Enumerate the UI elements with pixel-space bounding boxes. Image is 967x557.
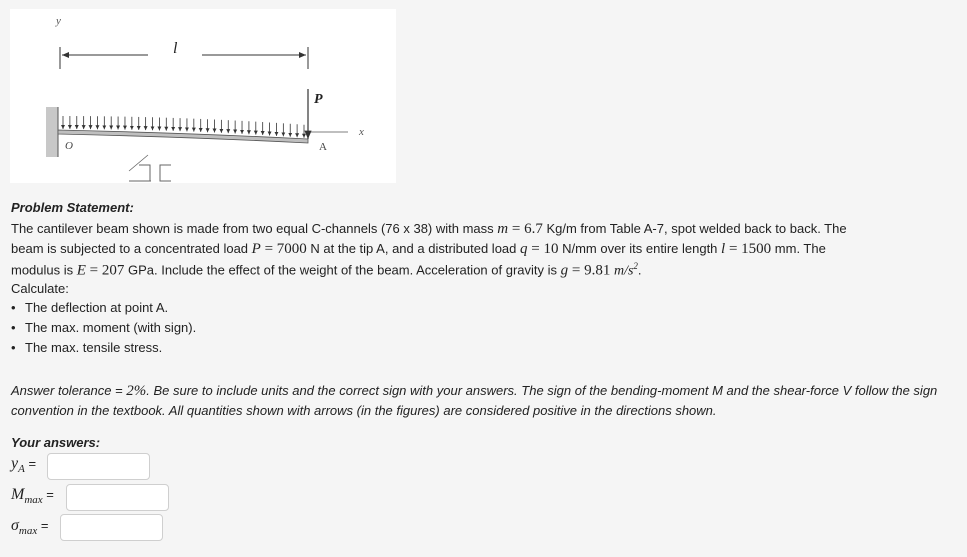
answer-input-mmax[interactable]	[66, 484, 169, 511]
answer-label-sigmamax: $\sigma_{max}$ =	[11, 517, 49, 538]
load-p-label: P	[314, 92, 323, 107]
list-item: • The max. tensile stress.	[11, 340, 163, 355]
channel-section-icon	[129, 165, 171, 181]
problem-heading: Problem Statement:	[11, 200, 134, 215]
y-axis-label: y	[56, 15, 61, 27]
list-item: • The max. moment (with sign).	[11, 320, 197, 335]
problem-line-3: modulus is E = 207 GPa. Include the effect of the weight of the beam. Acceleration of gravity is g = 9.81 $m/s^2$.	[11, 261, 642, 279]
length-label: l	[173, 40, 178, 57]
section-leader	[129, 155, 148, 171]
beam-figure	[10, 9, 396, 183]
answer-input-ya[interactable]	[47, 453, 150, 480]
wall-support	[46, 107, 58, 157]
answer-label-mmax: $M_{max}$ =	[11, 486, 54, 507]
calculate-list	[11, 300, 196, 360]
beam-diagram	[10, 9, 396, 183]
problem-line-2: beam is subjected to a concentrated load P = 7000 N at the tip A, and a distributed load q = 10 N/mm over its entire length l = 1500 mm. The	[11, 241, 826, 257]
answers-heading: Your answers:	[11, 435, 101, 450]
calculate-label: Calculate:	[11, 281, 69, 296]
answer-input-sigmamax[interactable]	[60, 514, 163, 541]
tip-label: A	[319, 141, 327, 153]
problem-line-1: The cantilever beam shown is made from two equal C-channels (76 x 38) with mass m = 6.7 Kg/m from Table A-7, spot welded back to back. The	[11, 221, 847, 237]
x-axis-label: x	[359, 126, 364, 138]
origin-label: O	[65, 140, 73, 152]
beam	[58, 130, 308, 143]
tolerance-note: Answer tolerance = 2%. Be sure to include units and the correct sign with your answers. The sign of the bending-moment M and the shear-force V follow the sign convention in the textbook. All quantities shown with arrows (in the figures) are considered positive in the directions shown.	[11, 383, 938, 418]
answer-label-ya: $y_A$ =	[11, 455, 37, 476]
list-item: • The deflection at point A.	[11, 300, 169, 315]
